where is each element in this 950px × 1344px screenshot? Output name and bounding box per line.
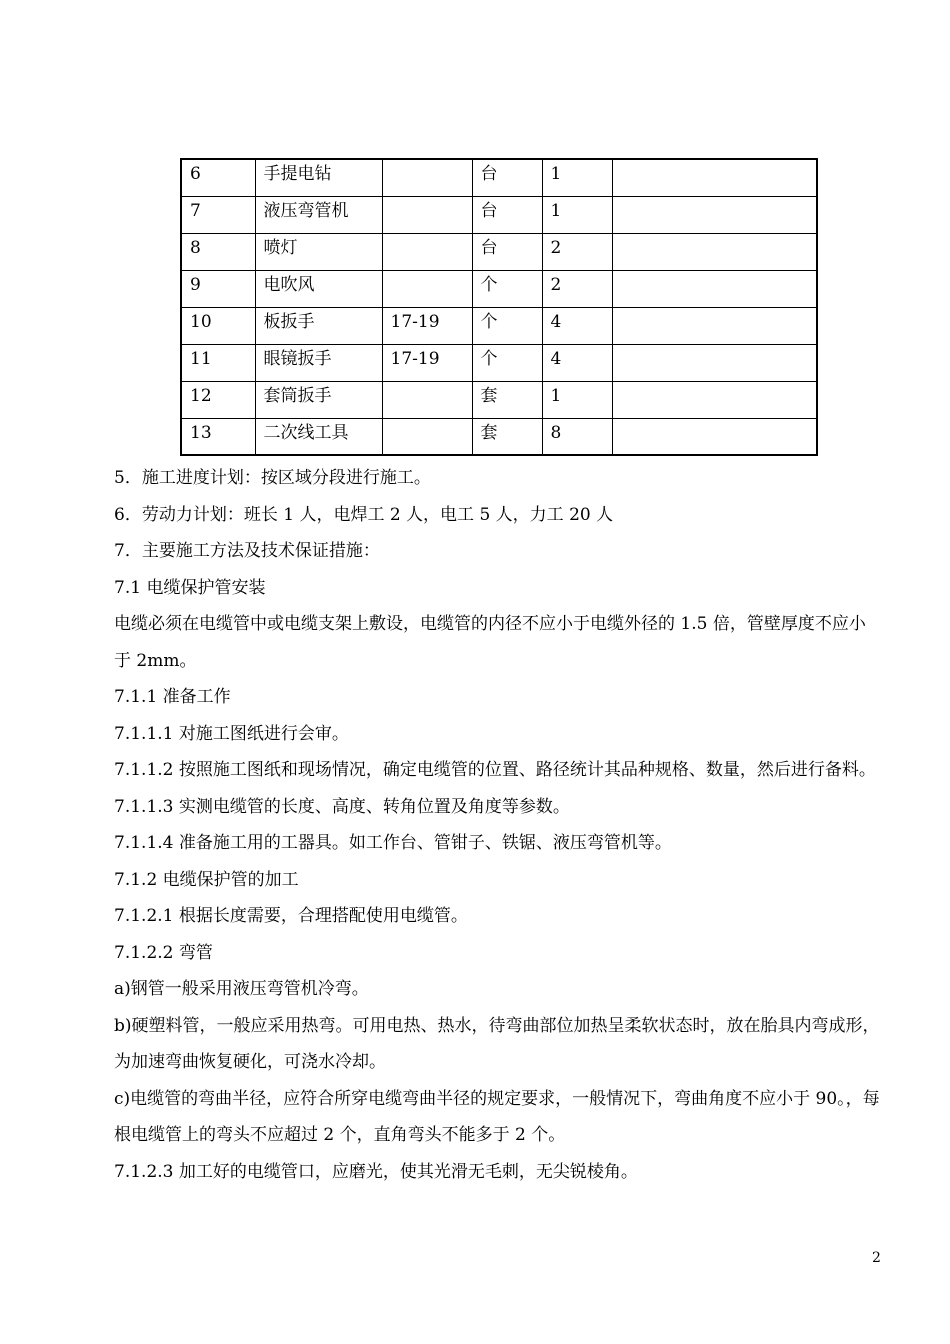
table-cell bbox=[612, 270, 817, 307]
table-cell bbox=[612, 159, 817, 196]
paragraph: c)电缆管的弯曲半径，应符合所穿电缆弯曲半径的规定要求，一般情况下，弯曲角度不应小于 90。，每根电缆管上的弯头不应超过 2 个，直角弯头不能多于 2 个。 bbox=[114, 1088, 880, 1145]
table-cell bbox=[382, 196, 472, 233]
table-cell: 7 bbox=[181, 196, 255, 233]
paragraph: 电缆必须在电缆管中或电缆支架上敷设，电缆管的内径不应小于电缆外径的 1.5 倍，管壁厚度不应小于 2mm。 bbox=[114, 614, 866, 671]
table-row bbox=[181, 418, 817, 455]
table-cell: 9 bbox=[181, 270, 255, 307]
table-cell: 个 bbox=[472, 344, 542, 381]
table-cell bbox=[382, 418, 472, 455]
table-cell: 台 bbox=[472, 233, 542, 270]
paragraph: 7.1.2.2 弯管 bbox=[114, 942, 213, 963]
paragraph: 6．劳动力计划：班长 1 人，电焊工 2 人，电工 5 人，力工 20 人 bbox=[114, 504, 614, 525]
table-cell: 1 bbox=[542, 196, 612, 233]
paragraph: 7.1.1.1 对施工图纸进行会审。 bbox=[114, 723, 349, 744]
table-cell: 眼镜扳手 bbox=[255, 344, 382, 381]
table-cell: 套 bbox=[472, 418, 542, 455]
table-row bbox=[181, 270, 817, 307]
table-row bbox=[181, 233, 817, 270]
paragraph: 5．施工进度计划：按区域分段进行施工。 bbox=[114, 468, 431, 488]
table-cell bbox=[612, 307, 817, 344]
table-cell: 17-19 bbox=[382, 344, 472, 381]
tools-table bbox=[180, 158, 818, 456]
table-cell: 液压弯管机 bbox=[255, 196, 382, 233]
table-cell: 12 bbox=[181, 381, 255, 418]
table-cell: 8 bbox=[181, 233, 255, 270]
table-cell bbox=[382, 381, 472, 418]
table-cell: 二次线工具 bbox=[255, 418, 382, 455]
paragraph: 7.1.2 电缆保护管的加工 bbox=[114, 869, 299, 890]
table-cell bbox=[612, 344, 817, 381]
paragraph: 7.1.1.4 准备施工用的工器具。如工作台、管钳子、铁锯、液压弯管机等。 bbox=[114, 833, 672, 853]
table-cell: 1 bbox=[542, 159, 612, 196]
table-row bbox=[181, 344, 817, 381]
table-cell: 台 bbox=[472, 196, 542, 233]
table-cell: 17-19 bbox=[382, 307, 472, 344]
table-cell: 13 bbox=[181, 418, 255, 455]
table-cell: 8 bbox=[542, 418, 612, 455]
paragraph: 7．主要施工方法及技术保证措施： bbox=[114, 541, 380, 561]
paragraph: 7.1.2.1 根据长度需要，合理搭配使用电缆管。 bbox=[114, 906, 468, 926]
tools-table-body bbox=[181, 159, 817, 455]
table-cell: 个 bbox=[472, 270, 542, 307]
table-cell: 6 bbox=[181, 159, 255, 196]
paragraph: 7.1.1.2 按照施工图纸和现场情况，确定电缆管的位置、路径统计其品种规格、数量，然后进行备料。 bbox=[114, 760, 876, 780]
paragraph: 7.1.1 准备工作 bbox=[114, 687, 231, 707]
table-cell: 11 bbox=[181, 344, 255, 381]
body-text bbox=[114, 460, 882, 1190]
table-cell: 个 bbox=[472, 307, 542, 344]
table-cell bbox=[612, 381, 817, 418]
paragraph: b)硬塑料管，一般应采用热弯。可用电热、热水，待弯曲部位加热呈柔软状态时，放在胎具内弯成形，为加速弯曲恢复硬化，可浇水冷却。 bbox=[114, 1015, 880, 1072]
table-row bbox=[181, 307, 817, 344]
table-cell: 2 bbox=[542, 233, 612, 270]
table-cell: 喷灯 bbox=[255, 233, 382, 270]
table-cell: 4 bbox=[542, 307, 612, 344]
table-cell: 板扳手 bbox=[255, 307, 382, 344]
paragraph: 7.1 电缆保护管安装 bbox=[114, 577, 266, 598]
paragraph: 7.1.1.3 实测电缆管的长度、高度、转角位置及角度等参数。 bbox=[114, 796, 570, 817]
table-row bbox=[181, 159, 817, 196]
table-cell: 电吹风 bbox=[255, 270, 382, 307]
table-cell: 套筒扳手 bbox=[255, 381, 382, 418]
table-cell: 1 bbox=[542, 381, 612, 418]
table-cell: 10 bbox=[181, 307, 255, 344]
table-cell: 2 bbox=[542, 270, 612, 307]
table-cell bbox=[612, 196, 817, 233]
table-cell bbox=[612, 418, 817, 455]
paragraph: a)钢管一般采用液压弯管机冷弯。 bbox=[114, 979, 369, 999]
table-row bbox=[181, 381, 817, 418]
table-cell bbox=[382, 233, 472, 270]
table-cell: 手提电钻 bbox=[255, 159, 382, 196]
table-cell: 套 bbox=[472, 381, 542, 418]
table-cell bbox=[382, 159, 472, 196]
table-cell bbox=[382, 270, 472, 307]
table-row bbox=[181, 196, 817, 233]
table-cell bbox=[612, 233, 817, 270]
table-cell: 4 bbox=[542, 344, 612, 381]
paragraph: 7.1.2.3 加工好的电缆管口，应磨光，使其光滑无毛刺，无尖锐棱角。 bbox=[114, 1161, 638, 1182]
table-cell: 台 bbox=[472, 159, 542, 196]
page-number: 2 bbox=[872, 1250, 881, 1266]
